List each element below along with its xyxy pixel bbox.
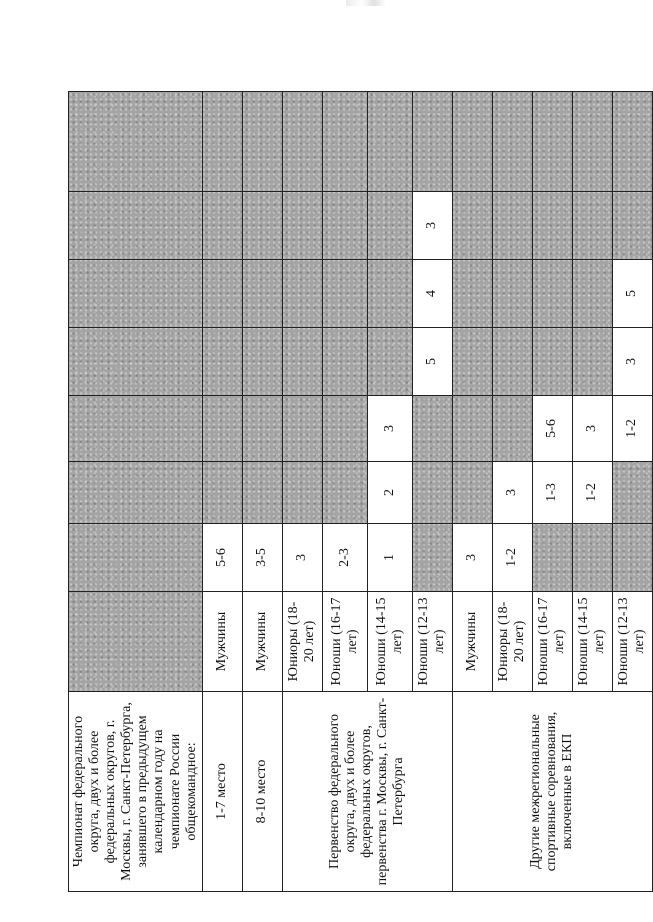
cell-value: 5 [612, 260, 652, 328]
cell-value: 1-2 [572, 462, 612, 524]
cell-gray [612, 92, 652, 192]
cell-gray [572, 260, 612, 328]
cell-gray [572, 524, 612, 592]
cell-gray [412, 462, 452, 524]
cell-place: 1-7 место [202, 692, 242, 892]
cell-gray [69, 396, 203, 462]
cell-gray [572, 92, 612, 192]
cell-gray [492, 192, 532, 260]
cell-value: 5 [412, 328, 452, 396]
cell-gray [202, 462, 242, 524]
cell-value: 5-6 [202, 524, 242, 592]
cell-gray [322, 192, 367, 260]
cell-value: 5-6 [532, 396, 572, 462]
cell-gray [202, 328, 242, 396]
cell-gray [69, 192, 203, 260]
cell-group: Юноши (16-17 лет) [532, 592, 572, 692]
cell-gray [69, 328, 203, 396]
cell-gray [612, 192, 652, 260]
cell-value: 4 [412, 260, 452, 328]
cell-gray [282, 92, 322, 192]
cell-gray [322, 328, 367, 396]
cell-gray [322, 462, 367, 524]
cell-value: 2 [367, 462, 412, 524]
cell-group: Юноши (12-13 лет) [612, 592, 652, 692]
cell-section-label: Чемпионат федерального округа, двух и более федеральных округов, г. Москвы, г. Санкт-Петербурга, занявшего в предыдущем календарном году на чемпионате России общекомандное: [69, 692, 203, 892]
cell-gray [572, 328, 612, 396]
cell-group: Юниоры (18-20 лет) [282, 592, 322, 692]
cell-gray [282, 462, 322, 524]
cell-gray [612, 524, 652, 592]
cell-value: 3 [367, 396, 412, 462]
cell-gray [367, 92, 412, 192]
cell-group: Юноши (12-13 лет) [412, 592, 452, 692]
cell-group: Юноши (14-15 лет) [572, 592, 612, 692]
cell-gray [242, 396, 282, 462]
cell-gray [572, 192, 612, 260]
cell-group: Юноши (16-17 лет) [322, 592, 367, 692]
cell-value: 3 [492, 462, 532, 524]
cell-value: 3 [412, 192, 452, 260]
cell-gray [612, 462, 652, 524]
cell-gray [242, 462, 282, 524]
cell-gray [532, 328, 572, 396]
cell-gray [492, 396, 532, 462]
scan-artifact [346, 0, 386, 6]
cell-gray [492, 92, 532, 192]
cell-gray [532, 192, 572, 260]
table-row [242, 92, 282, 892]
cell-group: Мужчины [452, 592, 492, 692]
cell-section-label: Другие межрегиональные спортивные соревнования, включенные в ЕКП [452, 692, 652, 892]
cell-gray [322, 92, 367, 192]
cell-gray [532, 92, 572, 192]
cell-value: 3 [452, 524, 492, 592]
cell-gray [282, 396, 322, 462]
cell-gray [69, 260, 203, 328]
table-row [282, 92, 322, 892]
cell-gray [69, 592, 203, 692]
cell-gray [452, 192, 492, 260]
cell-gray [282, 260, 322, 328]
ranking-table [68, 91, 653, 892]
cell-gray [69, 462, 203, 524]
cell-place: 8-10 место [242, 692, 282, 892]
cell-gray [202, 192, 242, 260]
rotated-table-container [68, 92, 648, 892]
cell-gray [69, 524, 203, 592]
cell-gray [492, 328, 532, 396]
cell-gray [242, 260, 282, 328]
cell-gray [412, 92, 452, 192]
cell-value: 3 [572, 396, 612, 462]
cell-gray [452, 462, 492, 524]
cell-section-label: Первенство федерального округа, двух и более федеральных округов, первенства г. Москвы, г. Санкт-Петербурга [282, 692, 452, 892]
cell-gray [412, 524, 452, 592]
cell-group: Мужчины [202, 592, 242, 692]
cell-gray [242, 328, 282, 396]
cell-gray [492, 260, 532, 328]
cell-gray [202, 396, 242, 462]
cell-gray [412, 396, 452, 462]
cell-gray [282, 328, 322, 396]
cell-value: 1 [367, 524, 412, 592]
cell-gray [452, 328, 492, 396]
cell-gray [367, 260, 412, 328]
table-row [452, 92, 492, 892]
cell-gray [202, 260, 242, 328]
cell-group: Юноши (14-15 лет) [367, 592, 412, 692]
cell-gray [242, 192, 282, 260]
cell-value: 2-3 [322, 524, 367, 592]
cell-value: 1-2 [612, 396, 652, 462]
cell-value: 1-2 [492, 524, 532, 592]
cell-value: 3 [282, 524, 322, 592]
cell-gray [322, 396, 367, 462]
cell-value: 3-5 [242, 524, 282, 592]
table-row [202, 92, 242, 892]
cell-gray [367, 328, 412, 396]
cell-group: Юниоры (18-20 лет) [492, 592, 532, 692]
cell-value: 3 [612, 328, 652, 396]
cell-gray [452, 92, 492, 192]
cell-gray [322, 260, 367, 328]
table-row [69, 92, 203, 892]
cell-gray [242, 92, 282, 192]
cell-value: 1-3 [532, 462, 572, 524]
cell-gray [532, 524, 572, 592]
cell-gray [282, 192, 322, 260]
cell-gray [452, 396, 492, 462]
cell-gray [202, 92, 242, 192]
cell-gray [532, 260, 572, 328]
cell-gray [367, 192, 412, 260]
cell-gray [452, 260, 492, 328]
cell-gray [69, 92, 203, 192]
cell-group: Мужчины [242, 592, 282, 692]
